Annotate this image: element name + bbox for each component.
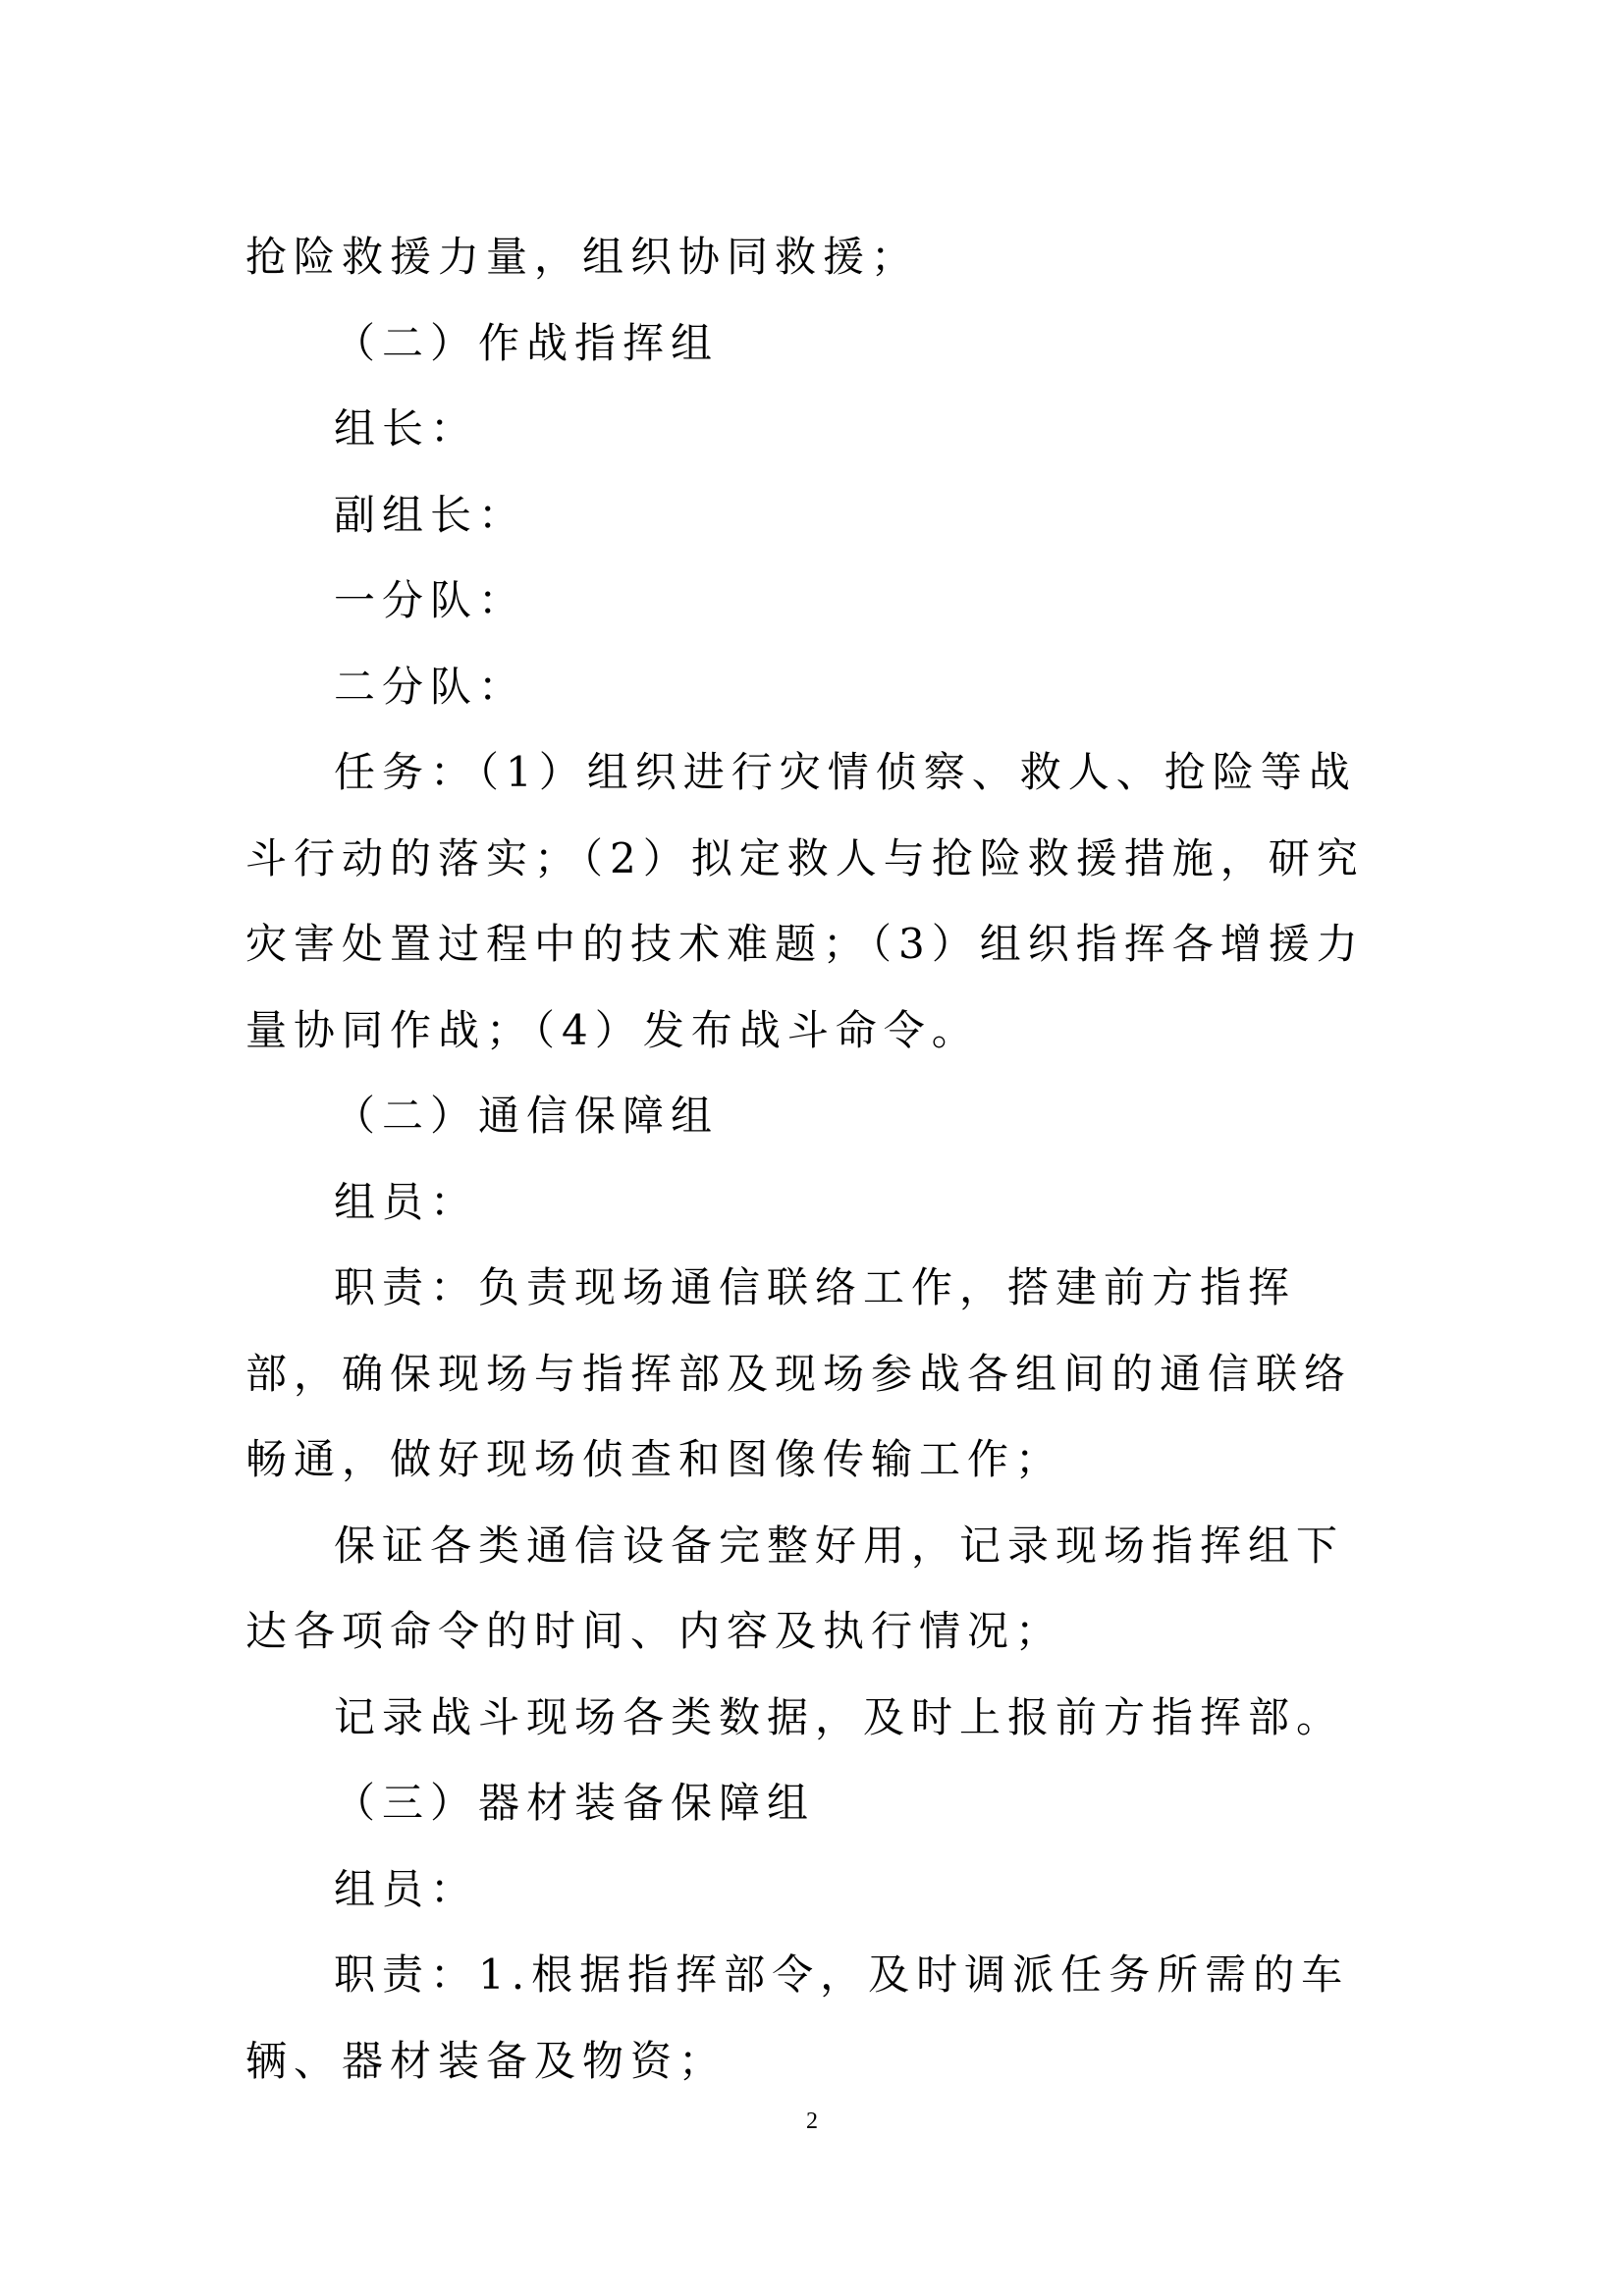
paragraph-combat-tasks: 任务：（1）组织进行灾情侦察、救人、抢险等战斗行动的落实；（2）拟定救人与抢险救援措施，研究灾害处置过程中的技术难题；（3）组织指挥各增援力量协同作战；（4）发布战斗命令。	[245, 748, 1365, 1054]
paragraph-continued: 抢险救援力量，组织协同救援；	[245, 233, 920, 281]
document-body	[245, 214, 1384, 2104]
paragraph-comms-duty-3: 记录战斗现场各类数据，及时上报前方指挥部。	[334, 1692, 1345, 1741]
paragraph-equipment-duty-1: 职责：1.根据指挥部令，及时调派任务所需的车辆、器材装备及物资；	[245, 1950, 1350, 2085]
section-heading-combat-command: （二）作战指挥组	[334, 318, 720, 367]
page-number: 2	[806, 2109, 818, 2134]
section-heading-comms: （二）通信保障组	[334, 1092, 720, 1140]
field-comms-members: 组员：	[334, 1177, 479, 1226]
paragraph-comms-duty-2: 保证各类通信设备完整好用，记录现场指挥组下达各项命令的时间、内容及执行情况；	[245, 1521, 1345, 1655]
field-team-2: 二分队：	[334, 662, 527, 711]
field-equipment-members: 组员：	[334, 1864, 479, 1913]
section-heading-equipment: （三）器材装备保障组	[334, 1779, 816, 1827]
field-group-leader: 组长：	[334, 404, 479, 453]
field-team-1: 一分队：	[334, 576, 527, 624]
field-deputy-leader: 副组长：	[334, 490, 527, 539]
paragraph-comms-duty-1: 职责：负责现场通信联络工作，搭建前方指挥部，确保现场与指挥部及现场参战各组间的通信联络畅通，做好现场侦查和图像传输工作；	[245, 1263, 1353, 1483]
